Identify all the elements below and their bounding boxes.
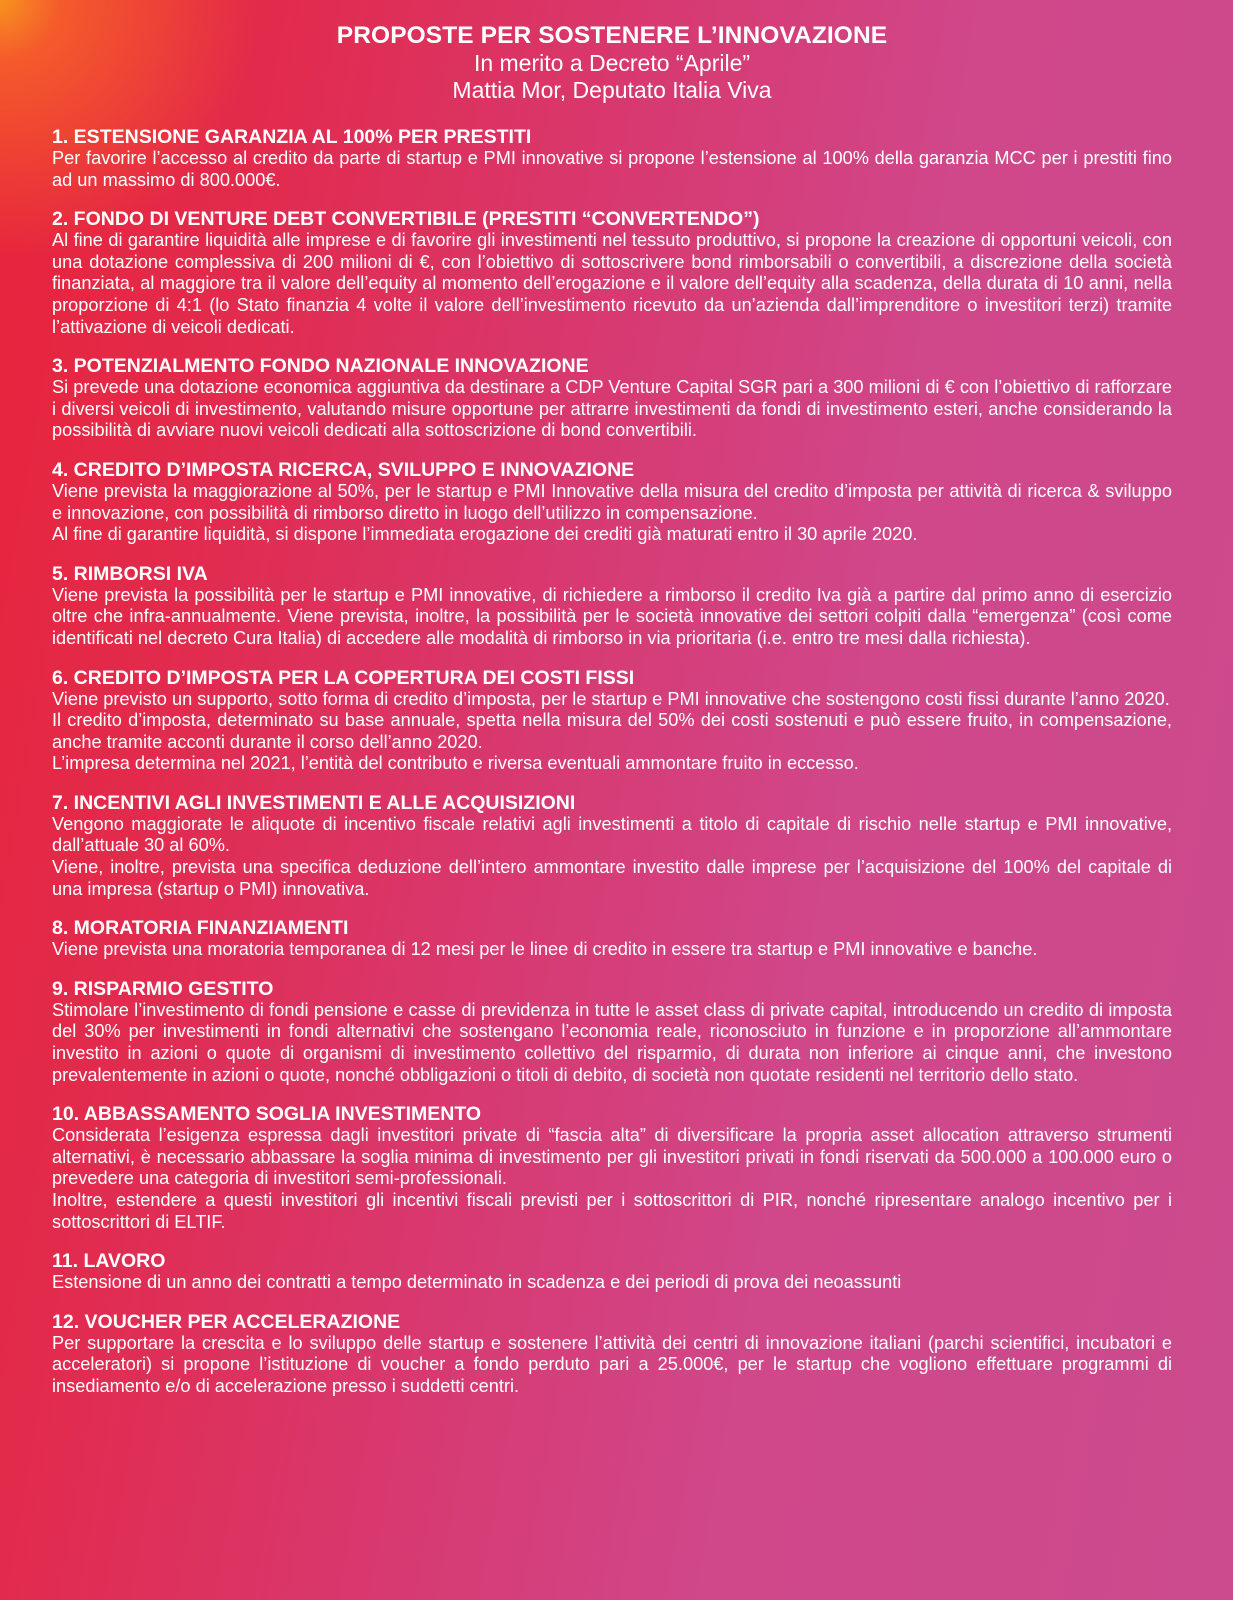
proposal-paragraph: Al fine di garantire liquidità, si dispone l’immediata erogazione dei crediti già maturati entro il 30 aprile 2020. <box>52 524 918 545</box>
proposal-heading: 4. CREDITO D’IMPOSTA RICERCA, SVILUPPO E INNOVAZIONE <box>52 458 635 481</box>
document-page <box>52 22 1172 1415</box>
proposal-section-12 <box>52 1311 1172 1398</box>
proposal-section-1 <box>52 126 1172 191</box>
proposals-list <box>52 126 1172 1398</box>
proposal-paragraph: Viene prevista la maggiorazione al 50%, per le startup e PMI Innovative della misura del credito d’imposta per attività di ricerca & sviluppo e innovazione, con possibilità di rimborso diretto in luogo dell’utilizzo in compensazione. <box>52 480 1172 523</box>
proposal-paragraph: Considerata l’esigenza espressa dagli investitori private di “fascia alta” di diversificare la propria asset allocation attraverso strumenti alternativi, è necessario abbassare la soglia minima di investimento per gli investitori privati in fondi riservati da 500.000 a 100.000 euro o prevedere una categoria di investitori semi-professionali. <box>52 1125 1172 1189</box>
proposal-paragraph: Al fine di garantire liquidità alle imprese e di favorire gli investimenti nel tessuto produttivo, si propone la creazione di opportuni veicoli, con una dotazione complessiva di 200 milioni di €, con l’obiettivo di sottoscrivere bond rimborsabili o convertibili, a discrezione della società finanziata, al maggiore tra il valore dell’equity al momento dell’erogazione e il valore dell’equity alla scadenza, della durata di 10 anni, nella proporzione di 4:1 (lo Stato finanzia 4 volte il valore dell’investimento ricevuto da un’azienda dall’imprenditore o investitori terzi) tramite l’attivazione di veicoli dedicati. <box>52 230 1172 337</box>
proposal-paragraph: Il credito d’imposta, determinato su base annuale, spetta nella misura del 50% dei costi sostenuti e può essere fruito, in compensazione, anche tramite acconti durante il corso dell’anno 2020. <box>52 710 1172 752</box>
proposal-paragraph: Viene prevista la possibilità per le startup e PMI innovative, di richiedere a rimborso il credito Iva già a partire dal primo anno di esercizio oltre che infra-annualmente. Viene prevista, inoltre, la possibilità per le società innovative dei settori colpiti dalla “emergenza” (così come identificati nel decreto Cura Italia) di accedere alle modalità di rimborso in via prioritaria (i.e. entro tre mesi dalla richiesta). <box>52 584 1172 648</box>
proposal-section-8 <box>52 917 1172 961</box>
proposal-section-9 <box>52 978 1172 1086</box>
proposal-section-6 <box>52 667 1172 775</box>
proposal-paragraph: Viene, inoltre, prevista una specifica deduzione dell’intero ammontare investito dalle imprese per l’acquisizione del 100% del capitale di una impresa (startup o PMI) innovativa. <box>52 857 1172 899</box>
proposal-paragraph: Estensione di un anno dei contratti a tempo determinato in scadenza e dei periodi di prova dei neoassunti <box>52 1272 902 1293</box>
proposal-heading: 1. ESTENSIONE GARANZIA AL 100% PER PRESTITI <box>52 126 532 148</box>
proposal-paragraph: Si prevede una dotazione economica aggiuntiva da destinare a CDP Venture Capital SGR pari a 300 milioni di € con l’obiettivo di rafforzare i diversi veicoli di investimento, valutando misure opportune per attrarre investimenti da fondi di investimento esteri, anche considerando la possibilità di avviare nuovi veicoli dedicati alla sottoscrizione di bond convertibili. <box>52 377 1172 441</box>
proposal-heading: 5. RIMBORSI IVA <box>52 562 208 585</box>
proposal-heading: 2. FONDO DI VENTURE DEBT CONVERTIBILE (PRESTITI “CONVERTENDO”) <box>52 208 760 231</box>
document-title: PROPOSTE PER SOSTENERE L’INNOVAZIONE <box>336 22 888 49</box>
proposal-section-3 <box>52 355 1172 442</box>
proposal-paragraph: Per supportare la crescita e lo sviluppo delle startup e sostenere l’attività dei centri di innovazione italiani (parchi scientifici, incubatori e acceleratori) si propone l’istituzione di voucher a fondo perduto pari a 25.000€, per le startup che vogliono effettuare programmi di insediamento e/o di accelerazione presso i suddetti centri. <box>52 1332 1172 1396</box>
proposal-heading: 11. LAVORO <box>52 1250 166 1273</box>
proposal-section-10 <box>52 1103 1172 1233</box>
proposal-section-5 <box>52 563 1172 650</box>
proposal-heading: 8. MORATORIA FINANZIAMENTI <box>52 917 349 940</box>
proposal-paragraph: Stimolare l’investimento di fondi pensione e casse di previdenza in tutte le asset class di private capital, introducendo un credito di imposta del 30% per investimenti in fondi alternativi che sostengano l’economia reale, riconosciuto in funzione e in proporzione all’ammontare investito in azioni o quote di organismi di investimento collettivo del risparmio, di durata non inferiore ai cinque anni, che investono prevalentemente in azioni o quote, nonché obbligazioni o titoli di debito, di società non quotate residenti nel territorio dello stato. <box>52 999 1172 1085</box>
proposal-section-11 <box>52 1250 1172 1294</box>
proposal-paragraph: L’impresa determina nel 2021, l’entità del contributo e riversa eventuali ammontare fruito in eccesso. <box>52 753 859 774</box>
proposal-heading: 12. VOUCHER PER ACCELERAZIONE <box>52 1310 401 1333</box>
proposal-heading: 10. ABBASSAMENTO SOGLIA INVESTIMENTO <box>52 1103 482 1126</box>
proposal-section-2 <box>52 208 1172 338</box>
proposal-paragraph: Inoltre, estendere a questi investitori gli incentivi fiscali previsti per i sottoscrittori di PIR, nonché ripresentare analogo incentivo per i sottoscrittori di ELTIF. <box>52 1190 1172 1232</box>
proposal-paragraph: Vengono maggiorate le aliquote di incentivo fiscale relativi agli investimenti a titolo di capitale di rischio nelle startup e PMI innovative, dall’attuale 30 al 60%. <box>52 813 1172 856</box>
document-subtitle: In merito a Decreto “Aprile” <box>473 50 751 76</box>
proposal-section-4 <box>52 459 1172 546</box>
proposal-heading: 9. RISPARMIO GESTITO <box>52 977 274 1000</box>
proposal-heading: 3. POTENZIALMENTO FONDO NAZIONALE INNOVAZIONE <box>52 355 589 378</box>
proposal-paragraph: Viene prevista una moratoria temporanea di 12 mesi per le linee di credito in essere tra startup e PMI innovative e banche. <box>52 939 1038 960</box>
proposal-section-7 <box>52 792 1172 900</box>
document-author: Mattia Mor, Deputato Italia Viva <box>452 77 772 103</box>
proposal-paragraph: Per favorire l’accesso al credito da parte di startup e PMI innovative si propone l’estensione al 100% della garanzia MCC per i prestiti fino ad un massimo di 800.000€. <box>52 148 1172 190</box>
proposal-heading: 7. INCENTIVI AGLI INVESTIMENTI E ALLE ACQUISIZIONI <box>52 791 576 814</box>
document-header <box>52 22 1172 104</box>
proposal-heading: 6. CREDITO D’IMPOSTA PER LA COPERTURA DEI COSTI FISSI <box>52 666 635 689</box>
proposal-paragraph: Viene previsto un supporto, sotto forma di credito d’imposta, per le startup e PMI innovative che sostengono costi fissi durante l’anno 2020. <box>52 688 1170 709</box>
